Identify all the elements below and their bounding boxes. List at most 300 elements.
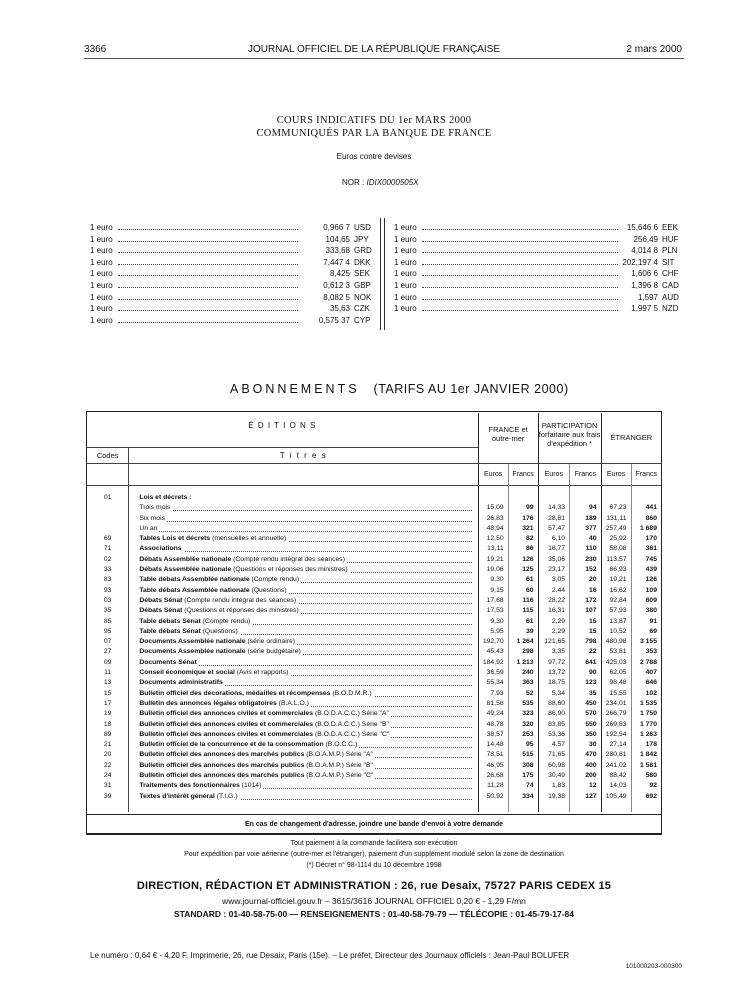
price-france-euros: 15,09 <box>478 503 508 513</box>
price-france-francs: 515 <box>508 750 538 760</box>
rate-label: 1 euro <box>394 234 417 244</box>
price-france-euros: 26,68 <box>478 771 508 781</box>
price-france-euros: 12,50 <box>478 534 508 544</box>
subscription-title: Six mois <box>129 514 478 524</box>
price-etranger-euros: 66,93 <box>601 565 631 575</box>
titres-header: T i t r e s <box>129 447 478 463</box>
rate-leader <box>422 287 618 288</box>
unit-euros-etranger: Euros <box>601 463 631 485</box>
subscription-title: Bulletin officiel des annonces civiles et commerciales (B.O.D.A.C.C.) Série "C" <box>129 730 478 740</box>
subscription-row <box>87 627 661 637</box>
unit-francs-participation: Francs <box>570 463 602 485</box>
price-participation-euros: 13,72 <box>538 668 570 678</box>
price-etranger-euros: 280,81 <box>601 750 631 760</box>
price-participation-francs: 798 <box>570 637 602 647</box>
price-participation-francs: 15 <box>570 617 602 627</box>
price-etranger-euros: 480,98 <box>601 637 631 647</box>
price-etranger-euros: 10,52 <box>601 627 631 637</box>
price-participation-euros: 53,36 <box>538 730 570 740</box>
price-etranger-euros: 57,93 <box>601 606 631 616</box>
price-etranger-euros: 241,02 <box>601 761 631 771</box>
price-etranger-francs: 126 <box>631 575 661 585</box>
header-rule <box>84 58 684 59</box>
rate-label: 1 euro <box>90 304 113 314</box>
subscription-row <box>87 709 661 719</box>
rate-currency: DKK <box>354 257 371 267</box>
rate-leader <box>422 252 618 253</box>
rate-label: 1 euro <box>90 234 113 244</box>
price-participation-francs: 172 <box>570 596 602 606</box>
price-participation-euros: 2,29 <box>538 627 570 637</box>
price-france-euros: 36,59 <box>478 668 508 678</box>
price-france-euros: 81,56 <box>478 699 508 709</box>
rate-value: 256,49 <box>633 234 658 244</box>
rate-currency: PLN <box>662 246 678 256</box>
price-etranger-francs: 439 <box>631 565 661 575</box>
subscription-row <box>87 596 661 606</box>
price-france-euros: 46,95 <box>478 761 508 771</box>
rate-currency: HUF <box>662 234 679 244</box>
price-france-francs: 240 <box>508 668 538 678</box>
price-etranger-euros: 25,92 <box>601 534 631 544</box>
rate-currency: JPY <box>354 234 369 244</box>
subscription-row <box>87 678 661 688</box>
rate-label: 1 euro <box>90 246 113 256</box>
subscription-row <box>87 503 661 513</box>
rate-value: 4,014 8 <box>631 246 658 256</box>
subscription-title: Bulletin officiel des annonces civiles et commerciales (B.O.D.A.C.C.) Série "A" <box>129 709 478 719</box>
rate-currency: NZD <box>662 304 679 314</box>
subscription-row <box>87 792 661 802</box>
subscription-code <box>87 524 129 534</box>
etranger-header: ÉTRANGER <box>601 413 661 463</box>
price-france-euros: 17,68 <box>478 596 508 606</box>
note-decret: (*) Décret n° 98-1114 du 10 décembre 1998 <box>306 862 442 869</box>
rate-row <box>394 268 680 280</box>
rate-leader <box>118 241 298 242</box>
rate-row <box>394 303 680 315</box>
rate-currency: SIT <box>662 257 675 267</box>
price-france-francs: 52 <box>508 689 538 699</box>
price-participation-euros: 86,90 <box>538 709 570 719</box>
rate-value: 333,68 <box>325 246 350 256</box>
rate-currency: GBP <box>354 281 371 290</box>
price-participation-francs: 550 <box>570 720 602 730</box>
rate-leader <box>118 229 298 230</box>
subscription-code: 15 <box>87 689 129 699</box>
rate-leader <box>118 299 298 300</box>
rate-value: 15,646 6 <box>626 223 658 232</box>
price-participation-euros: 121,65 <box>538 637 570 647</box>
price-etranger-euros: 67,23 <box>601 503 631 513</box>
subscription-title: Bulletin des annonces légales obligatoires (B.A.L.O.) <box>129 699 478 709</box>
subscription-title: Table débats Assemblée nationale (Questions) <box>129 586 478 596</box>
price-etranger-francs: 1 535 <box>631 699 661 709</box>
price-etranger-euros: 88,42 <box>601 771 631 781</box>
price-france-euros: 50,92 <box>478 792 508 802</box>
price-etranger-euros: 131,11 <box>601 514 631 524</box>
nor-value: IDIX0000505X <box>366 178 419 187</box>
subscription-title: Traitements des fonctionnaires (1014) <box>129 781 478 791</box>
price-france-euros: 7,93 <box>478 689 508 699</box>
price-france-francs: 61 <box>508 575 538 585</box>
price-france-euros: 13,11 <box>478 544 508 554</box>
price-etranger-euros: 234,01 <box>601 699 631 709</box>
editions-header: É D I T I O N S <box>248 421 317 430</box>
price-france-francs: 320 <box>508 720 538 730</box>
price-etranger-francs: 646 <box>631 678 661 688</box>
rate-value: 1,997 5 <box>631 304 658 314</box>
price-etranger-francs: 407 <box>631 668 661 678</box>
direction-phones: STANDARD : 01-40-58-75-00 — RENSEIGNEMENTS : 01-40-58-79-79 — TÉLÉCOPIE : 01-45-79-17-84 <box>173 909 574 919</box>
rate-currency: SEK <box>354 269 371 279</box>
subscription-code: 24 <box>87 771 129 781</box>
rate-label: 1 euro <box>90 269 113 279</box>
rate-label: 1 euro <box>90 315 113 325</box>
price-participation-francs: 20 <box>570 575 602 585</box>
price-france-euros: 38,57 <box>478 730 508 740</box>
subscription-row <box>87 750 661 760</box>
price-participation-euros: 30,49 <box>538 771 570 781</box>
subscription-code: 27 <box>87 647 129 657</box>
abonnements-table <box>87 413 661 812</box>
price-france-francs: 99 <box>508 503 538 513</box>
subscription-row <box>87 524 661 534</box>
price-france-euros: 5,95 <box>478 627 508 637</box>
price-etranger-euros: 27,14 <box>601 740 631 750</box>
price-etranger-francs: 3 155 <box>631 637 661 647</box>
subscription-code: 71 <box>87 544 129 554</box>
rate-label: 1 euro <box>90 257 113 267</box>
price-etranger-francs: 102 <box>631 689 661 699</box>
subscription-row <box>87 720 661 730</box>
price-etranger-euros: 425,03 <box>601 658 631 668</box>
subscription-title: Textes d'intérêt général (T.I.G.) <box>129 792 478 802</box>
rate-row <box>394 234 680 246</box>
subscription-code: 20 <box>87 750 129 760</box>
rate-row <box>90 234 378 246</box>
price-france-euros: 184,92 <box>478 658 508 668</box>
price-france-euros: 9,30 <box>478 575 508 585</box>
price-participation-francs: 450 <box>570 699 602 709</box>
rate-label: 1 euro <box>394 269 417 279</box>
rate-leader <box>118 275 298 276</box>
codes-header: Codes <box>87 447 129 463</box>
euros-contre-devises: Euros contre devises <box>336 152 412 161</box>
rate-value: 202,197 4 <box>622 257 658 267</box>
price-france-francs: 60 <box>508 586 538 596</box>
price-france-francs: 253 <box>508 730 538 740</box>
rate-currency: EEK <box>662 223 679 232</box>
price-participation-francs: 94 <box>570 503 602 513</box>
rate-value: 7,447 4 <box>323 257 350 267</box>
price-etranger-euros: 266,79 <box>601 709 631 719</box>
subscription-row <box>87 740 661 750</box>
subscription-code: 09 <box>87 658 129 668</box>
price-france-euros: 48,94 <box>478 524 508 534</box>
price-france-francs: 1 264 <box>508 637 538 647</box>
price-france-francs: 116 <box>508 596 538 606</box>
rate-label: 1 euro <box>394 292 417 302</box>
rate-value: 0,966 7 <box>323 223 350 232</box>
price-france-francs: 39 <box>508 627 538 637</box>
cours-title: COURS INDICATIFS DU 1er MARS 2000 <box>276 115 472 126</box>
subscription-code: 39 <box>87 792 129 802</box>
rate-leader <box>422 310 618 311</box>
price-etranger-euros <box>601 493 631 503</box>
nor-label: NOR : <box>342 178 365 187</box>
price-participation-francs: 16 <box>570 586 602 596</box>
subscription-row <box>87 565 661 575</box>
changement-rule-top <box>86 814 662 815</box>
rate-row <box>394 292 680 304</box>
rate-currency: USD <box>354 223 371 232</box>
price-participation-francs: 200 <box>570 771 602 781</box>
price-etranger-francs: 381 <box>631 544 661 554</box>
price-france-francs: 175 <box>508 771 538 781</box>
price-etranger-francs: 1 689 <box>631 524 661 534</box>
price-etranger-euros: 15,55 <box>601 689 631 699</box>
price-participation-francs: 570 <box>570 709 602 719</box>
price-etranger-francs: 2 788 <box>631 658 661 668</box>
rate-value: 8,425 <box>329 269 350 279</box>
subscription-code: 19 <box>87 709 129 719</box>
rate-value: 8,082 5 <box>323 292 350 302</box>
abonnements-title: ABONNEMENTS <box>230 382 360 396</box>
subscription-row <box>87 781 661 791</box>
price-etranger-euros: 53,81 <box>601 647 631 657</box>
price-etranger-francs: 580 <box>631 771 661 781</box>
subscription-title: Débats Sénat (Questions et réponses des ministres) <box>129 606 478 616</box>
subscription-title: Bulletin officiel de la concurrence et de la consommation (B.O.C.C.) <box>129 740 478 750</box>
rate-value: 35,63 <box>329 304 350 314</box>
subscription-title: Tables Lois et décrets (mensuelles et annuelle) <box>129 534 478 544</box>
subscription-row <box>87 586 661 596</box>
price-participation-francs: 35 <box>570 689 602 699</box>
price-participation-euros: 60,98 <box>538 761 570 771</box>
price-participation-euros: 71,65 <box>538 750 570 760</box>
price-etranger-francs: 91 <box>631 617 661 627</box>
price-participation-francs: 123 <box>570 678 602 688</box>
price-etranger-francs: 1 842 <box>631 750 661 760</box>
rates-divider-a <box>380 218 381 330</box>
tarifs-label: (TARIFS AU 1er JANVIER 2000) <box>373 382 569 396</box>
subscription-code: 13 <box>87 678 129 688</box>
rate-label: 1 euro <box>90 292 113 302</box>
subscription-title: Documents administratifs <box>129 678 478 688</box>
france-header: FRANCE et outre-mer <box>478 413 538 463</box>
changement-adresse: En cas de changement d'adresse, joindre une bande d'envoi à votre demande <box>244 821 504 828</box>
rate-currency: AUD <box>662 292 679 302</box>
subscription-row <box>87 730 661 740</box>
price-etranger-euros: 92,84 <box>601 596 631 606</box>
rate-row <box>90 292 378 304</box>
rate-currency: CAD <box>662 281 679 290</box>
subscription-code: 69 <box>87 534 129 544</box>
subscription-code: 31 <box>87 781 129 791</box>
price-france-francs: 308 <box>508 761 538 771</box>
subscription-row <box>87 555 661 565</box>
price-etranger-francs: 860 <box>631 514 661 524</box>
price-france-francs: 1 213 <box>508 658 538 668</box>
subscription-row <box>87 761 661 771</box>
price-participation-francs: 400 <box>570 761 602 771</box>
abonnements-heading <box>230 382 569 396</box>
direction-web: www.journal-officiel.gouv.fr – 3615/3616 JOURNAL OFFICIEL 0,20 € - 1,29 F/mn <box>222 896 526 906</box>
price-etranger-euros: 98,48 <box>601 678 631 688</box>
rate-row <box>90 315 378 327</box>
rate-leader <box>118 322 298 323</box>
price-etranger-francs: 69 <box>631 627 661 637</box>
price-etranger-francs: 109 <box>631 586 661 596</box>
subscription-row <box>87 689 661 699</box>
subscription-row <box>87 493 661 503</box>
price-participation-francs: 377 <box>570 524 602 534</box>
rate-row <box>90 303 378 315</box>
subscription-code: 03 <box>87 596 129 606</box>
page-number: 3366 <box>84 44 107 55</box>
price-participation-francs: 15 <box>570 627 602 637</box>
price-france-euros: 19,06 <box>478 565 508 575</box>
price-france-francs: 323 <box>508 709 538 719</box>
rate-label: 1 euro <box>394 257 417 267</box>
subscription-title: Bulletin officiel des annonces des marchés publics (B.O.A.M.P.) Série "B" <box>129 761 478 771</box>
subscription-code: 18 <box>87 720 129 730</box>
subscription-code: 01 <box>87 493 129 503</box>
price-france-euros: 14,48 <box>478 740 508 750</box>
note-expedition: Pour expédition par voie aérienne (outre-mer et l'étranger), paiement d'un supplément modulé selon la zone de destination <box>184 851 564 858</box>
price-participation-euros: 2,29 <box>538 617 570 627</box>
subscription-code: 07 <box>87 637 129 647</box>
price-etranger-francs: 441 <box>631 503 661 513</box>
price-participation-euros: 18,75 <box>538 678 570 688</box>
subscription-code: 33 <box>87 565 129 575</box>
price-france-francs: 82 <box>508 534 538 544</box>
subscription-title: Documents Sénat <box>129 658 478 668</box>
rate-leader <box>422 275 618 276</box>
rates-divider-b <box>384 218 385 330</box>
unit-euros-france: Euros <box>478 463 508 485</box>
price-participation-euros: 6,10 <box>538 534 570 544</box>
price-etranger-francs: 1 750 <box>631 709 661 719</box>
rate-label: 1 euro <box>394 246 417 256</box>
price-france-francs: 125 <box>508 565 538 575</box>
rate-currency: GRD <box>354 246 372 256</box>
price-etranger-euros: 62,05 <box>601 668 631 678</box>
price-etranger-euros: 16,62 <box>601 586 631 596</box>
rate-value: 104,65 <box>325 234 350 244</box>
price-france-francs: 334 <box>508 792 538 802</box>
subscription-code: 02 <box>87 555 129 565</box>
rate-value: 0,575 37 <box>318 315 350 325</box>
price-france-francs: 298 <box>508 647 538 657</box>
cours-subtitle-bank: COMMUNIQUÉS PAR LA BANQUE DE FRANCE <box>256 128 492 139</box>
price-participation-francs: 641 <box>570 658 602 668</box>
price-france-euros: 55,34 <box>478 678 508 688</box>
subscription-row <box>87 771 661 781</box>
rate-value: 0,612 3 <box>323 281 350 290</box>
price-france-euros: 9,15 <box>478 586 508 596</box>
rate-row <box>90 245 378 257</box>
price-participation-francs: 22 <box>570 647 602 657</box>
price-france-euros: 9,30 <box>478 617 508 627</box>
subscription-row <box>87 617 661 627</box>
subscription-code <box>87 503 129 513</box>
price-etranger-euros: 58,08 <box>601 544 631 554</box>
subscription-title: Bulletin officiel des annonces civiles et commerciales (B.O.D.A.C.C.) Série "B" <box>129 720 478 730</box>
rate-leader <box>118 287 298 288</box>
price-france-francs <box>508 493 538 503</box>
subscription-row <box>87 514 661 524</box>
participation-header: PARTICIPATION forfaitaire aux frais d'expédition * <box>538 413 601 463</box>
price-france-euros: 192,70 <box>478 637 508 647</box>
subscription-code: 89 <box>87 730 129 740</box>
subscription-title: Lois et décrets : <box>139 494 192 501</box>
price-france-euros: 78,51 <box>478 750 508 760</box>
rate-value: 1,597 <box>637 292 658 302</box>
page-date: 2 mars 2000 <box>626 44 682 55</box>
price-france-francs: 95 <box>508 740 538 750</box>
rate-row <box>90 268 378 280</box>
rate-leader <box>118 310 298 311</box>
nor-reference <box>342 178 419 187</box>
price-participation-francs: 12 <box>570 781 602 791</box>
rate-leader <box>422 229 618 230</box>
price-participation-francs <box>570 493 602 503</box>
price-participation-euros: 1,83 <box>538 781 570 791</box>
unit-francs-etranger: Francs <box>631 463 661 485</box>
direction-address: DIRECTION, RÉDACTION ET ADMINISTRATION : 26, rue Desaix, 75727 PARIS CEDEX 15 <box>136 880 612 892</box>
price-france-francs: 126 <box>508 555 538 565</box>
rate-row <box>394 222 680 234</box>
journal-title: JOURNAL OFFICIEL DE LA RÉPUBLIQUE FRANÇAISE <box>247 44 501 55</box>
price-etranger-francs: 1 581 <box>631 761 661 771</box>
rate-row <box>394 280 680 292</box>
rate-label: 1 euro <box>394 223 417 232</box>
subscription-title: Bulletin officiel des annonces des marchés publics (B.O.A.M.P.) Série "C" <box>129 771 478 781</box>
unit-euros-participation: Euros <box>538 463 570 485</box>
price-participation-euros: 83,85 <box>538 720 570 730</box>
subscription-row <box>87 637 661 647</box>
price-participation-euros: 23,17 <box>538 565 570 575</box>
renseignements-phone: RENSEIGNEMENTS : 01-40-58-79-79 <box>300 909 447 919</box>
price-etranger-francs: 170 <box>631 534 661 544</box>
subscription-title: Bulletin officiel des annonces des marchés publics (B.O.A.M.P.) Série "A" <box>129 750 478 760</box>
rate-leader <box>118 264 298 265</box>
subscription-code: 95 <box>87 627 129 637</box>
price-etranger-euros: 257,49 <box>601 524 631 534</box>
rate-label: 1 euro <box>394 281 417 290</box>
rate-row <box>90 280 378 292</box>
price-france-francs: 535 <box>508 699 538 709</box>
rate-row <box>394 245 680 257</box>
subscription-code: 21 <box>87 740 129 750</box>
price-participation-euros: 35,06 <box>538 555 570 565</box>
price-participation-francs: 107 <box>570 606 602 616</box>
price-participation-euros: 14,33 <box>538 503 570 513</box>
price-participation-francs: 40 <box>570 534 602 544</box>
price-participation-euros: 16,31 <box>538 606 570 616</box>
price-france-euros: 48,78 <box>478 720 508 730</box>
price-participation-euros: 19,38 <box>538 792 570 802</box>
rate-leader <box>422 264 618 265</box>
rate-value: 1,396 8 <box>631 281 658 290</box>
rate-label: 1 euro <box>394 304 417 314</box>
subscription-title: Table débats Sénat (Compte rendu) <box>129 617 478 627</box>
subscription-code: 22 <box>87 761 129 771</box>
subscription-title: Débats Assemblée nationale (Questions et réponses des ministres) <box>129 565 478 575</box>
footer-ref: 101000203-000300 <box>625 963 682 970</box>
